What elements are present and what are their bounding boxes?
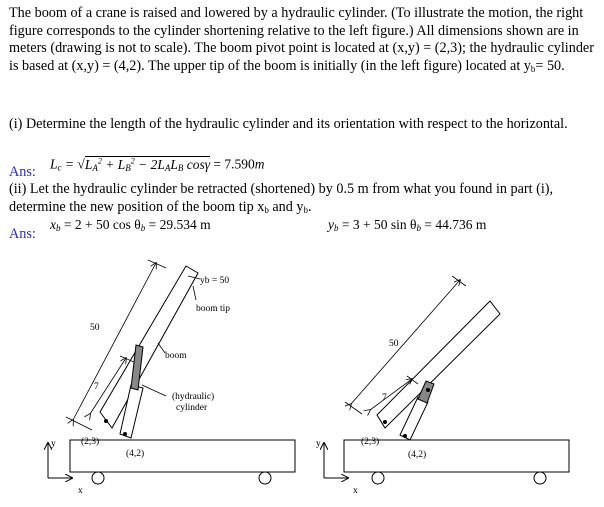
equation-cylinder-length: $L_c = √L_A^2 + L_B^2 - 2L_AL_B$ cosγ = 7.590m — [50, 156, 265, 173]
right-boom — [377, 301, 500, 428]
part-ii-question-line2: determine the new position of the boom tip $x_b$ and $y_b$. — [9, 199, 312, 215]
left-wheel-front — [92, 472, 104, 484]
right-wheel-front — [372, 472, 384, 484]
part-i-question: (i) Determine the length of the hydraulic cylinder and its orientation with respect to the horizontal. — [9, 116, 568, 132]
left-figure — [48, 260, 295, 496]
answer-label-2: Ans: — [9, 226, 36, 242]
answer-label-1: Ans: — [9, 164, 36, 180]
right-figure — [316, 276, 569, 496]
left-pivot-dot — [104, 419, 108, 423]
left-axis-x: x — [78, 486, 83, 496]
equation-yb: $y_b = 3 + 50$ $\sin \theta_b = 44.736$ m — [328, 217, 487, 233]
equation-xb: $x_b = 2 + 50$ $\cos \theta_b = 29.534$ m — [50, 217, 211, 233]
right-base-label: (4,2) — [408, 450, 427, 460]
left-base-label: (4,2) — [126, 449, 145, 459]
left-hyd-label-2: cylinder — [176, 403, 208, 413]
left-boom-tip-label: boom tip — [196, 304, 231, 314]
part-ii-question-line1: (ii) Let the hydraulic cylinder be retracted (shortened) by 0.5 m from what you found in part (i), — [9, 181, 554, 197]
right-dim-50: 50 — [389, 339, 399, 349]
left-dim-50: 50 — [90, 323, 100, 333]
left-base-dot — [123, 432, 127, 436]
right-rod-dot — [426, 388, 430, 392]
right-pivot-dot — [383, 420, 387, 424]
left-yb-label: yb = 50 — [200, 276, 230, 286]
left-hyd-label-1: (hydraulic) — [172, 392, 215, 402]
left-truck-body — [70, 440, 295, 472]
left-axis-y: y — [51, 439, 56, 449]
left-pivot-label: (2,3) — [81, 437, 100, 447]
left-boom-label: boom — [165, 351, 187, 361]
right-axis-y: y — [316, 439, 321, 449]
problem-intro: The boom of a crane is raised and lowered by a hydraulic cylinder. (To illustrate the motion, the right figure corresponds to the cylinder shortening relative to the left figure.) All dimensions shown are in meters (drawing is not to scale). The boom pivot point is located at (x,y) = (2,3); the hydraulic cylinder is based at (x,y) = (4,2). The upper tip of the boom is initially (in the left figure) located at $y_b= 50$. — [9, 5, 594, 74]
right-pivot-label: (2,3) — [361, 437, 380, 447]
right-dim-7: 7 — [382, 393, 387, 403]
right-wheel-rear — [534, 472, 546, 484]
left-wheel-rear — [259, 472, 271, 484]
right-axis-x: x — [353, 486, 358, 496]
left-dim-7: 7 — [94, 382, 99, 392]
right-base-dot — [403, 434, 407, 438]
